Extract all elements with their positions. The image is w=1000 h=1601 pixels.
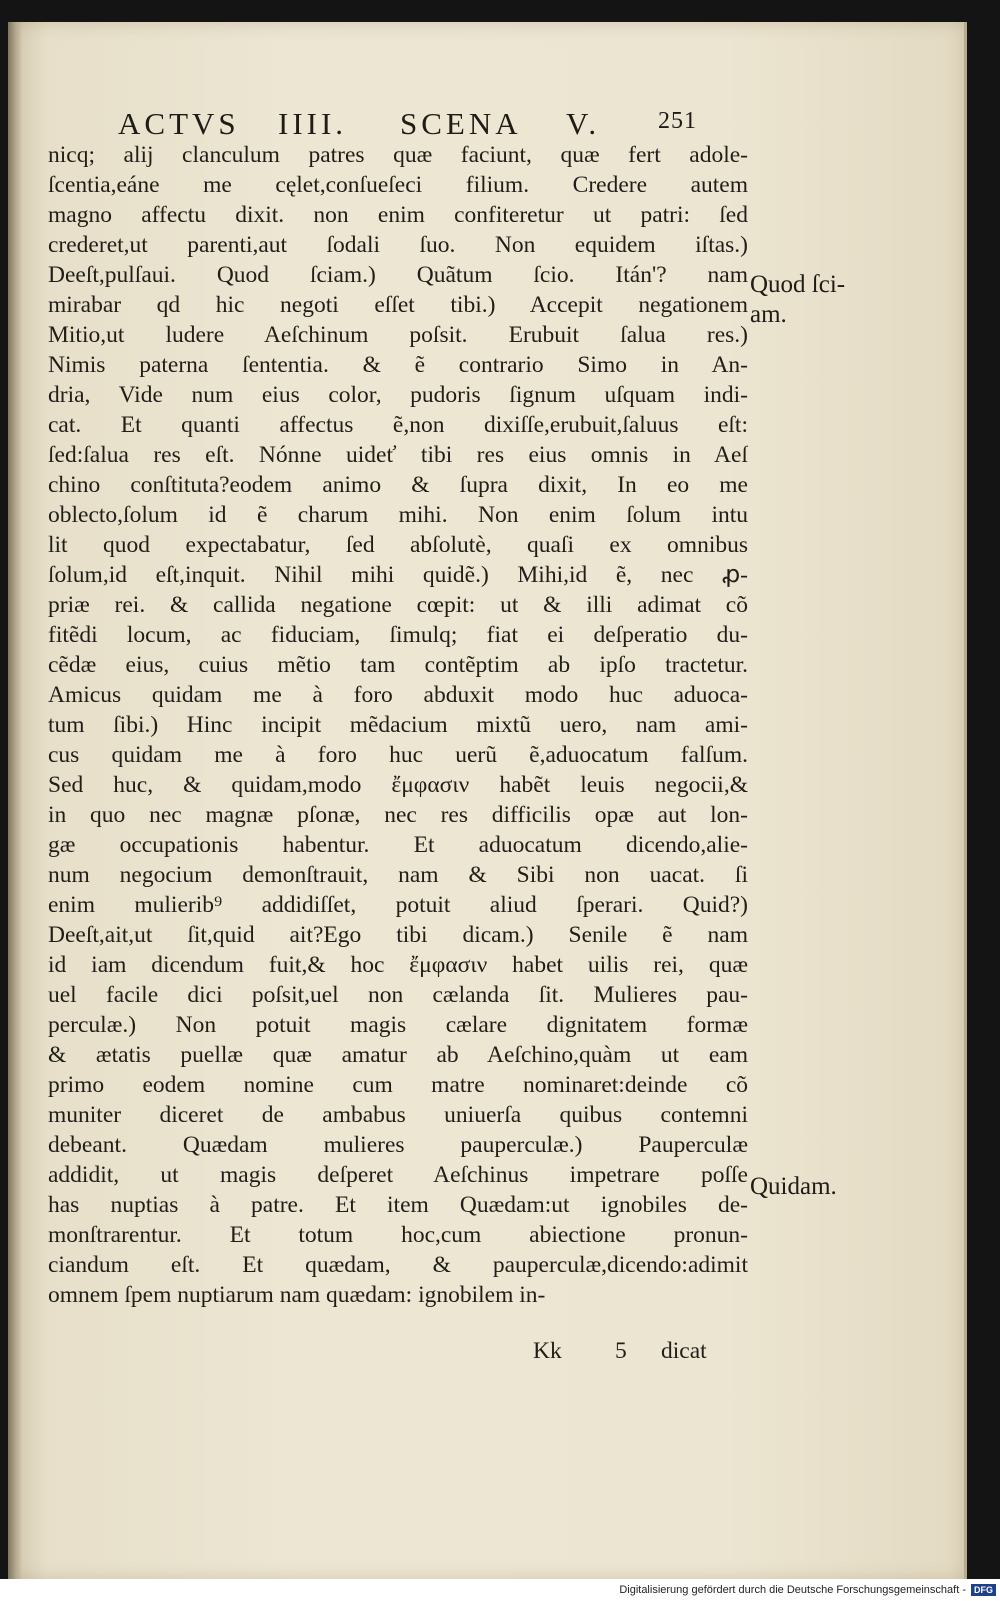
text-line: mirabar qd hic negoti eſſet tibi.) Accepit negationem bbox=[48, 292, 748, 318]
text-line: Amicus quidam me à foro abduxit modo huc aduoca- bbox=[48, 682, 748, 708]
text-line: has nuptias à patre. Et item Quædam:ut ignobiles de- bbox=[48, 1192, 748, 1218]
text-line: monſtrarentur. Et totum hoc,cum abiectione pronun- bbox=[48, 1222, 748, 1248]
text-line: crederet,ut parenti,aut ſodali ſuo. Non equidem iſtas.) bbox=[48, 232, 748, 258]
book-page bbox=[8, 22, 967, 1580]
text-line: id iam dicendum fuit,& hoc ἔμφασιν habet uilis rei, quæ bbox=[48, 952, 748, 978]
marginal-note-line: Quod ſci- bbox=[750, 271, 846, 298]
text-line: muniter diceret de ambabus uniuerſa quibus contemni bbox=[48, 1102, 748, 1128]
text-line: uel facile dici poſsit,uel non cælanda ſit. Mulieres pau- bbox=[48, 982, 748, 1008]
text-line: Sed huc, & quidam,modo ἔμφασιν habẽt leuis negocii,& bbox=[48, 772, 748, 798]
text-line: ſed:ſalua res eſt. Nónne uideť tibi res eius omnis in Aeſ bbox=[48, 442, 748, 468]
text-line: cẽdæ eius, cuius mẽtio tam contẽptim ab ipſo tractetur. bbox=[48, 652, 748, 678]
text-line: magno affectu dixit. non enim confiteretur ut patri: ſed bbox=[48, 202, 748, 228]
text-line: ſcentia,eáne me cęlet,conſueſeci filium. Credere autem bbox=[48, 172, 748, 198]
text-line: oblecto,ſolum id ẽ charum mihi. Non enim ſolum intu bbox=[48, 502, 748, 528]
text-line: addidit, ut magis deſperet Aeſchinus impetrare poſſe bbox=[48, 1162, 748, 1188]
footer-text: Digitalisierung gefördert durch die Deutsche Forschungsgemeinschaft - bbox=[619, 1584, 966, 1596]
marginal-note-line: am. bbox=[750, 301, 787, 328]
text-line: omnem ſpem nuptiarum nam quædam: ignobilem in- bbox=[48, 1282, 546, 1308]
page-number: 251 bbox=[658, 108, 697, 134]
text-line: cat. Et quanti affectus ẽ,non dixiſſe,erubuit,ſaluus eſt: bbox=[48, 412, 748, 438]
body-text bbox=[48, 140, 748, 1310]
text-line: ciandum eſt. Et quædam, & pauperculæ,dicendo:adimit bbox=[48, 1252, 748, 1278]
header-act-number: IIII. bbox=[278, 106, 348, 141]
signature-mark: Kk bbox=[533, 1338, 562, 1364]
text-line: Mitio,ut ludere Aeſchinum poſsit. Erubuit ſalua res.) bbox=[48, 322, 748, 348]
signature-number: 5 bbox=[615, 1338, 627, 1364]
text-line: nicq; alij clanculum patres quæ faciunt, quæ fert adole- bbox=[48, 142, 748, 168]
text-line: perculæ.) Non potuit magis cælare dignitatem formæ bbox=[48, 1012, 748, 1038]
text-line: primo eodem nomine cum matre nominaret:deinde cõ bbox=[48, 1072, 748, 1098]
text-line: Deeſt,pulſaui. Quod ſciam.) Quãtum ſcio. Itán'? nam bbox=[48, 262, 748, 288]
text-line: in quo nec magnæ pſonæ, nec res difficilis opæ aut lon- bbox=[48, 802, 748, 828]
text-line: cus quidam me à foro huc uerũ ẽ,aduocatum falſum. bbox=[48, 742, 748, 768]
text-line: fitẽdi locum, ac fiduciam, ſimulq; fiat ei deſperatio du- bbox=[48, 622, 748, 648]
marginal-note-line: Quidam. bbox=[750, 1173, 837, 1200]
text-line: Nimis paterna ſententia. & ẽ contrario Simo in An- bbox=[48, 352, 748, 378]
header-act: ACTVS bbox=[118, 106, 240, 141]
text-line: debeant. Quædam mulieres pauperculæ.) Pauperculæ bbox=[48, 1132, 748, 1158]
header-scene-number: V. bbox=[566, 106, 601, 141]
text-line: lit quod expectabatur, ſed abſolutè, quaſi ex omnibus bbox=[48, 532, 748, 558]
catchword: dicat bbox=[661, 1338, 707, 1364]
header-scene: SCENA bbox=[400, 106, 522, 141]
text-line: dria, Vide num eius color, pudoris ſignum uſquam indi- bbox=[48, 382, 748, 408]
text-line: Deeſt,ait,ut ſit,quid ait?Ego tibi dicam.) Senile ẽ nam bbox=[48, 922, 748, 948]
text-line: num negocium demonſtrauit, nam & Sibi non uacat. ſi bbox=[48, 862, 748, 888]
marginal-note-quod-sciam bbox=[750, 270, 890, 330]
digitization-footer bbox=[0, 1579, 1000, 1601]
text-line: tum ſibi.) Hinc incipit mẽdacium mixtũ uero, nam ami- bbox=[48, 712, 748, 738]
text-line: gæ occupationis habentur. Et aduocatum dicendo,alie- bbox=[48, 832, 748, 858]
dfg-logo: DFG bbox=[971, 1584, 996, 1596]
text-line: enim mulierib⁹ addidiſſet, potuit aliud ſperari. Quid?) bbox=[48, 892, 748, 918]
marginal-note-quidam bbox=[750, 1172, 890, 1202]
text-line: chino conſtituta?eodem animo & ſupra dixit, In eo me bbox=[48, 472, 748, 498]
page-binding-edge bbox=[8, 22, 22, 1580]
text-line: & ætatis puellæ quæ amatur ab Aeſchino,quàm ut eam bbox=[48, 1042, 748, 1068]
text-line: priæ rei. & callida negatione cœpit: ut & illi adimat cõ bbox=[48, 592, 748, 618]
text-line: ſolum,id eſt,inquit. Nihil mihi quidẽ.) Mihi,id ẽ, nec ꝓ- bbox=[48, 562, 748, 588]
